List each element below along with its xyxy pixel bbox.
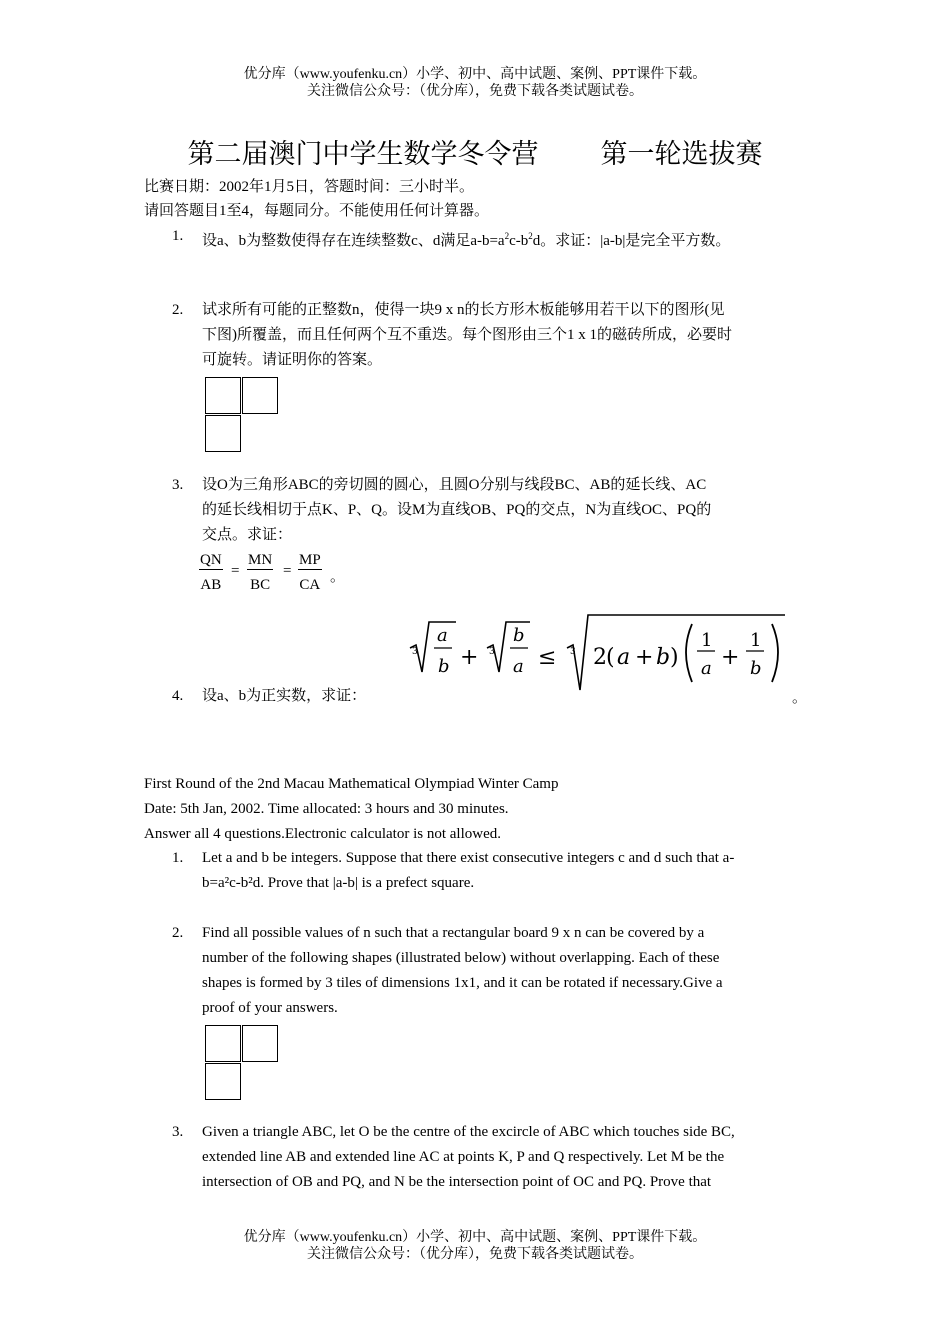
q1-text-a: 设a、b为整数使得存在连续整数c、d满足a-b=a <box>202 233 505 249</box>
en-question-3 <box>172 1120 802 1195</box>
page-title <box>0 132 950 171</box>
en-q3-line-1: Given a triangle ABC, let O be the centre of the excircle of ABC which touches side BC, <box>202 1124 735 1140</box>
en-title: First Round of the 2nd Macau Mathematical Olympiad Winter Camp <box>144 776 559 792</box>
q1-sup-2: 2 <box>528 231 533 241</box>
q3-line-2: 的延长线相切于点K、P、Q。设M为直线OB、PQ的交点，N为直线OC、PQ的 <box>202 502 712 518</box>
equals-sign: = <box>231 563 240 579</box>
question-number: 4. <box>172 688 184 704</box>
q2-line-1: 试求所有可能的正整数n，使得一块9 x n的长方形木板能够用若干以下的图形(见 <box>202 302 725 318</box>
svg-text:2: 2 <box>593 645 607 670</box>
q2-line-3: 可旋转。请证明你的答案。 <box>202 352 383 368</box>
question-number: 1. <box>172 850 184 866</box>
q3-line-1: 设O为三角形ABC的旁切圆的圆心，且圆O分别与线段BC、AB的延长线、AC <box>202 477 707 493</box>
title-right: 第一轮选拔赛 <box>600 139 763 169</box>
en-question-1 <box>172 846 802 896</box>
svg-text:a: a <box>701 658 712 679</box>
cn-question-2 <box>172 298 802 373</box>
l-tromino-figure <box>205 1025 279 1101</box>
svg-text:1: 1 <box>701 630 713 651</box>
svg-text:b: b <box>438 656 450 677</box>
cn-info-rules: 请回答题目1至4，每题同分。不能使用任何计算器。 <box>144 203 490 219</box>
q3-line-3: 交点。求证： <box>202 527 293 543</box>
cube-root-inequality <box>400 610 790 694</box>
en-q2-line-1: Find all possible values of n such that a rectangular board 9 x n can be covered by a <box>202 925 705 941</box>
q4-text: 设a、b为正实数，求证： <box>202 688 367 704</box>
svg-text:1: 1 <box>750 630 762 651</box>
svg-text:3: 3 <box>489 647 495 657</box>
period: 。 <box>330 569 346 585</box>
footer-line-2: 关注微信公众号：（优分库），免费下载各类试题试卷。 <box>307 1247 643 1262</box>
fraction-mn-bc: $\frac{MN}{BC}$ <box>248 552 273 593</box>
fraction-qn-ab: $\frac{QN}{AB}$ <box>200 552 222 593</box>
svg-text:b: b <box>750 658 762 679</box>
q1-text-b: c-b <box>509 233 529 249</box>
q1-text-c: d。求证：|a-b|是完全平方数。 <box>532 233 731 249</box>
svg-text:(: ( <box>606 645 615 670</box>
q1-sup-1: 2 <box>504 231 510 241</box>
question-number: 3. <box>172 477 184 493</box>
svg-text:3: 3 <box>570 647 576 657</box>
cn-info-date: 比赛日期：2002年1月5日，答题时间：三小时半。 <box>144 179 475 195</box>
page-footer <box>0 1229 950 1263</box>
svg-text:+: + <box>460 645 479 670</box>
question-number: 2. <box>172 925 184 941</box>
fraction-mp-ca: $\frac{MP}{CA}$ <box>299 552 321 593</box>
q2-line-2: 下图)所覆盖，而且任何两个互不重迭。每个图形由三个1 x 1的磁砖所成，必要时 <box>202 327 732 343</box>
cn-question-3 <box>172 473 802 548</box>
period: 。 <box>792 690 808 706</box>
en-q1-line-2: b=a²c-b²d. Prove that |a-b| is a prefect square. <box>202 875 475 891</box>
page-header <box>0 66 950 100</box>
en-date: Date: 5th Jan, 2002. Time allocated: 3 hours and 30 minutes. <box>144 801 509 817</box>
en-q2-line-4: proof of your answers. <box>202 1000 338 1016</box>
svg-text:b: b <box>513 625 525 646</box>
en-rules: Answer all 4 questions.Electronic calculator is not allowed. <box>144 826 501 842</box>
svg-text:): ) <box>670 645 679 670</box>
header-line-1: 优分库（www.youfenku.cn）小学、初中、高中试题、案例、PPT课件下载。 <box>243 67 707 82</box>
svg-text:+: + <box>635 645 654 670</box>
question-number: 1. <box>172 228 184 244</box>
en-q1-line-1: Let a and b be integers. Suppose that there exist consecutive integers c and d such that a- <box>202 850 735 866</box>
footer-line-1: 优分库（www.youfenku.cn）小学、初中、高中试题、案例、PPT课件下载。 <box>243 1230 707 1245</box>
question-number: 2. <box>172 302 184 318</box>
svg-text:3: 3 <box>412 647 418 657</box>
cn-question-1 <box>172 224 802 254</box>
en-q2-line-2: number of the following shapes (illustrated below) without overlapping. Each of these <box>202 950 720 966</box>
question-number: 3. <box>172 1124 184 1140</box>
equals-sign: = <box>283 563 292 579</box>
svg-text:a: a <box>437 625 448 646</box>
l-tromino-figure <box>205 377 279 453</box>
title-left: 第二届澳门中学生数学冬令营 <box>187 139 539 169</box>
svg-text:+: + <box>721 645 740 670</box>
en-q3-line-2: extended line AB and extended line AC at points K, P and Q respectively. Let M be the <box>202 1149 725 1165</box>
en-q2-line-3: shapes is formed by 3 tiles of dimensions 1x1, and it can be rotated if necessary.Give a <box>202 975 723 991</box>
svg-text:a: a <box>513 656 524 677</box>
svg-text:a: a <box>617 645 631 670</box>
en-question-2 <box>172 921 802 1021</box>
svg-text:b: b <box>656 645 671 670</box>
header-line-2: 关注微信公众号：（优分库），免费下载各类试题试卷。 <box>307 84 643 99</box>
en-q3-line-3: intersection of OB and PQ, and N be the intersection point of OC and PQ. Prove that <box>202 1174 712 1190</box>
svg-text:≤: ≤ <box>538 645 557 670</box>
